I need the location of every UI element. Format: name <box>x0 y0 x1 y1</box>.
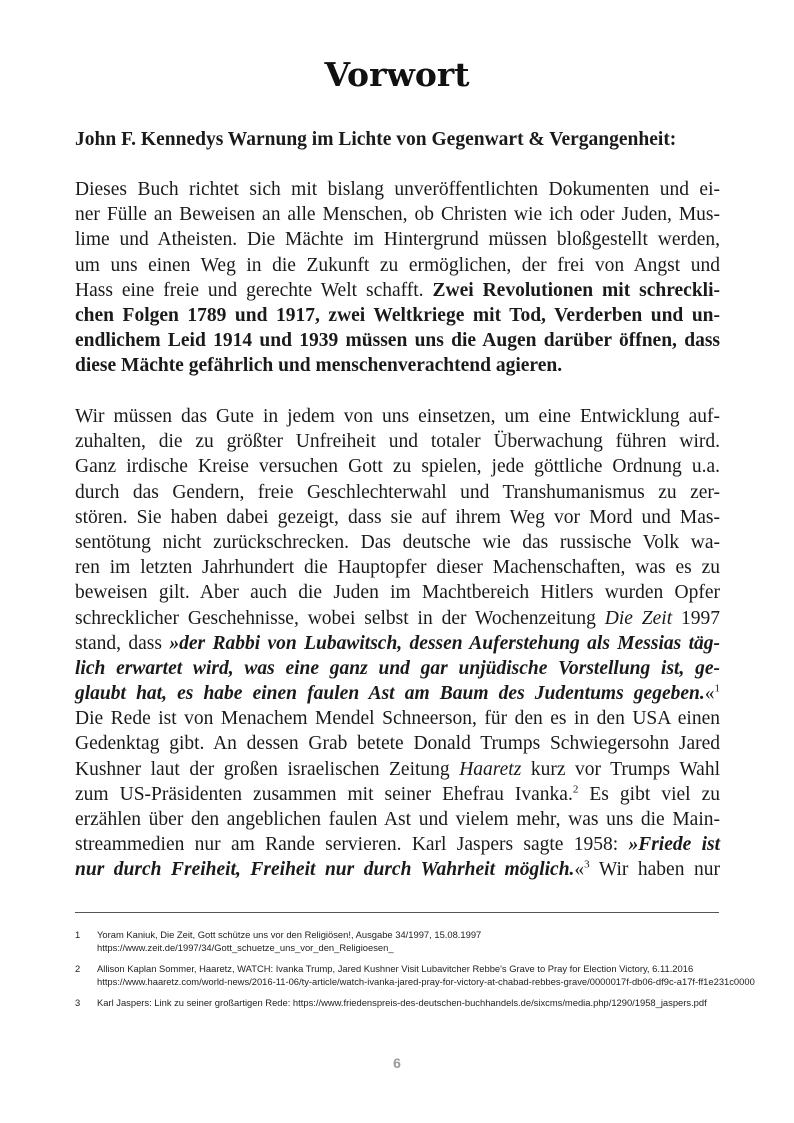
italic-run: Haaretz <box>459 758 522 780</box>
bold-run: chen Folgen 1789 und 1917, zwei Weltkriege mit Tod, Verderben und un- <box>75 304 720 326</box>
footnote-citation: Yoram Kaniuk, Die Zeit, Gott schütze uns vor den Religiösen!, Ausgabe 34/1997, 15.08.1997 <box>97 929 482 940</box>
text-line <box>75 681 720 706</box>
text-run: Kushner laut der großen israelischen Zeitung <box>75 758 460 780</box>
paragraph-2 <box>75 404 720 883</box>
text-line: Die Rede ist von Menachem Mendel Schneerson, für den es in den USA einen <box>75 708 720 730</box>
text-run: « <box>704 683 715 705</box>
footnote-number: 2 <box>75 963 81 974</box>
text-run: 1997 <box>672 607 720 629</box>
text-line: durch das Gendern, freie Geschlechterwahl und Transhumanismus zu zer- <box>75 481 720 503</box>
text-run: schrecklicher Geschehnisse, wobei selbst in der Wochenzeitung <box>75 607 605 629</box>
bold-italic-run: nur durch Freiheit, Freiheit nur durch Wahrheit möglich. <box>75 859 575 881</box>
text-line: ner Fülle an Beweisen an alle Menschen, ob Christen wie ich oder Juden, Mus- <box>75 204 720 226</box>
text-line <box>75 328 720 353</box>
text-run: Es gibt viel zu <box>578 783 721 805</box>
paragraph-1 <box>75 177 720 379</box>
footnote-ref: 2 <box>572 783 579 796</box>
text-line <box>75 656 720 681</box>
page-number: 6 <box>393 1055 401 1071</box>
text-line: beweisen gilt. Aber auch die Juden im Machtbereich Hitlers wurden Opfer <box>75 582 720 604</box>
footnote-link[interactable]: https://www.haaretz.com/world-news/2016-11-06/ty-article/watch-ivanka-jared-pray-for-victory-at-chabad-rebbes-grave/0000017f-db06-df9c-a17f-ff1e231c0000 <box>97 976 755 987</box>
bold-italic-run: glaubt hat, es habe einen faulen Ast am Baum des Judentums gegeben. <box>75 683 705 705</box>
text-line: Gedenktag gibt. An dessen Grab betete Donald Trumps Schwiegersohn Jared <box>75 733 720 755</box>
text-line: ren im letzten Jahrhundert die Hauptopfer dieser Machenschaften, was es zu <box>75 557 720 579</box>
page-title: Vorwort <box>324 55 470 94</box>
footnote-ref: 3 <box>584 858 590 871</box>
footnote-citation: Karl Jaspers: Link zu seiner großartigen Rede: https://www.friedenspreis-des-deutschen-buchhandels.de/sixcms/media.php/1290/1958_jaspers.pdf <box>97 997 707 1008</box>
text-run: streammedien nur am Rande servieren. Karl Jaspers sagte 1958: <box>75 834 629 856</box>
text-line: stören. Sie haben dabei gezeigt, dass sie auf ihrem Weg vor Mord und Mas- <box>75 506 720 528</box>
text-line <box>75 631 720 656</box>
text-line: erzählen über den angeblichen faulen Ast und vielem mehr, was uns die Main- <box>75 809 720 830</box>
text-run: Wir haben nur <box>589 859 720 881</box>
text-run: « <box>574 859 585 881</box>
bold-italic-run: lich erwartet wird, was eine ganz und gar unjüdische Vorstellung ist, ge- <box>75 657 720 679</box>
text-run: kurz vor Trumps Wahl <box>521 758 720 780</box>
text-run: zum US-Präsidenten zusammen mit seiner Ehefrau Ivanka. <box>75 783 573 805</box>
footnote-divider <box>75 912 719 913</box>
bold-run: diese Mächte gefährlich und menschenverachtend agieren. <box>75 355 563 377</box>
footnote-number: 3 <box>75 997 81 1008</box>
text-line <box>75 832 720 857</box>
text-line: um uns einen Weg in die Zukunft zu ermöglichen, der frei von Angst und <box>75 254 720 276</box>
text-line <box>75 857 720 882</box>
section-subtitle: John F. Kennedys Warnung im Lichte von Gegenwart & Vergangenheit: <box>75 129 677 150</box>
footnote-number: 1 <box>75 929 81 940</box>
text-line: Ganz irdische Kreise versuchen Gott zu spielen, jede göttliche Ordnung u.a. <box>75 456 720 478</box>
bold-italic-run: »Friede ist <box>628 834 720 856</box>
text-run: Hass eine freie und gerechte Welt schafft. <box>75 279 433 301</box>
text-line: Wir müssen das Gute in jedem von uns einsetzen, um eine Entwicklung auf- <box>75 406 720 427</box>
text-run: stand, dass <box>75 632 170 654</box>
text-line <box>75 606 720 631</box>
text-line <box>75 782 720 807</box>
text-line <box>75 278 720 303</box>
bold-italic-run: »der Rabbi von Lubawitsch, dessen Auferstehung als Messias täg- <box>169 632 721 654</box>
text-line <box>75 757 720 782</box>
footnote-ref: 1 <box>714 682 720 695</box>
text-line: Dieses Buch richtet sich mit bislang unveröffentlichten Dokumenten und ei- <box>75 179 720 200</box>
text-line: zuhalten, die zu größter Unfreiheit und totaler Überwachung führen wird. <box>75 431 720 453</box>
text-line: sentötung nicht zurückschrecken. Das deutsche wie das russische Volk wa- <box>75 531 720 553</box>
text-line <box>75 353 720 378</box>
footnote-text <box>97 928 727 954</box>
footnote-citation: Allison Kaplan Sommer, Haaretz, WATCH: Ivanka Trump, Jared Kushner Visit Lubavitcher Rebbe's Grave to Pray for Election Victory, 6.11.2016 <box>97 963 694 974</box>
text-line <box>75 303 720 328</box>
footnote-text <box>97 996 727 1009</box>
footnote-text <box>97 962 755 988</box>
bold-run: endlichem Leid 1914 und 1939 müssen uns die Augen darüber öffnen, dass <box>75 330 720 352</box>
text-line: lime und Atheisten. Die Mächte im Hintergrund müssen bloßgestellt werden, <box>75 229 720 251</box>
italic-run: Die Zeit <box>604 607 673 629</box>
bold-run: Zwei Revolutionen mit schreckli- <box>432 279 721 301</box>
footnote-link[interactable]: https://www.zeit.de/1997/34/Gott_schuetze_uns_vor_den_Religioesen_ <box>97 942 394 953</box>
